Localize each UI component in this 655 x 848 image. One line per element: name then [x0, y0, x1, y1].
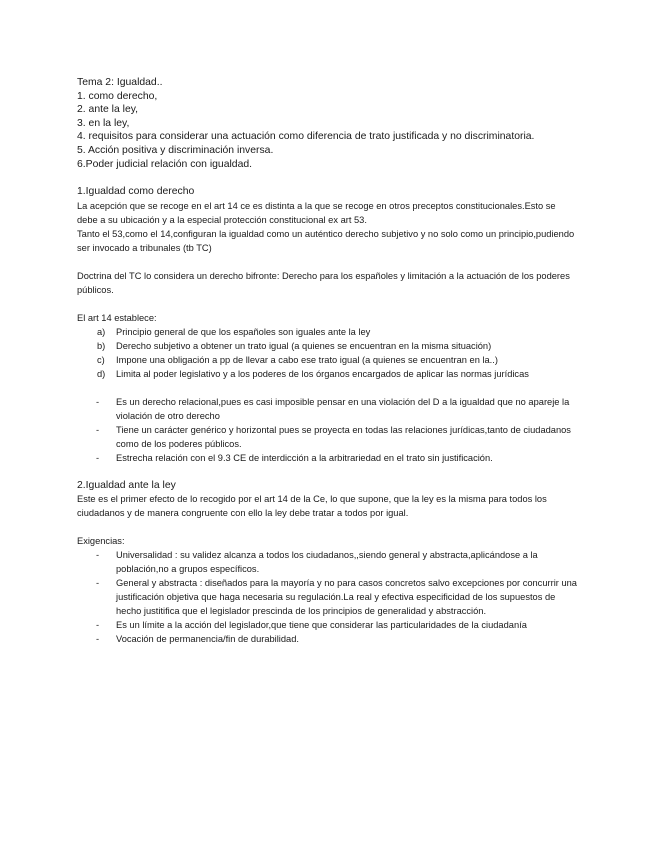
list-item	[77, 451, 577, 465]
list-item	[77, 367, 577, 381]
art14-list	[77, 325, 577, 381]
bullet-marker: -	[96, 452, 100, 463]
section-1-heading: 1.Igualdad como derecho	[77, 186, 195, 198]
list-item-text: Estrecha relación con el 9.3 CE de interdicción a la arbitrariedad en el trato sin justificación.	[116, 452, 493, 463]
doctrine-paragraph: Doctrina del TC lo considera un derecho bifronte: Derecho para los españoles y limitación a la actuación de los poderes públicos.	[77, 270, 570, 295]
list-item	[77, 395, 577, 423]
list-item	[77, 339, 577, 353]
list-item	[77, 353, 577, 367]
art14-intro: El art 14 establece:	[77, 312, 157, 323]
list-item-text: Limita al poder legislativo y a los poderes de los órganos encargados de aplicar las normas jurídicas	[116, 368, 529, 379]
outline-item: 1. como derecho,	[77, 90, 158, 102]
list-item	[77, 618, 577, 632]
section-2-heading: 2.Igualdad ante la ley	[77, 479, 176, 491]
list-item	[77, 325, 577, 339]
list-item-text: General y abstracta : diseñados para la mayoría y no para casos concretos salvo excepciones por concurrir una justificación objetiva que haga necesaria su regulación.La real y efectiva especificidad de los supuestos de hecho justitifica que el legislador prescinda de los principios de generalidad y abstracción.	[116, 578, 577, 617]
bullet-marker: -	[96, 578, 100, 589]
list-marker: d)	[97, 368, 106, 379]
outline-item: 6.Poder judicial relación con igualdad.	[77, 158, 253, 170]
bullet-marker: -	[96, 396, 100, 407]
list-marker: a)	[97, 326, 106, 337]
section-2-paragraph: Este es el primer efecto de lo recogido por el art 14 de la Ce, lo que supone, que la ley es la misma para todos los ciudadanos y de manera congruente con ello la ley debe tratar a todos por igual.	[77, 494, 547, 519]
list-item-text: Es un derecho relacional,pues es casi imposible pensar en una violación del D a la igualdad que no apareje la violación de otro derecho	[116, 396, 570, 421]
exigencias-list	[77, 548, 577, 646]
list-item-text: Tiene un carácter genérico y horizontal pues se proyecta en todas las relaciones jurídicas,tanto de ciudadanos como de los poderes públicos.	[116, 424, 571, 449]
bullet-marker: -	[96, 424, 100, 435]
section-1-bullets	[77, 395, 577, 465]
list-item	[77, 423, 577, 451]
bullet-marker: -	[96, 550, 100, 561]
list-item-text: Universalidad : su validez alcanza a todos los ciudadanos,,siendo general y abstracta,aplicándose a la población,no a grupos específicos.	[116, 550, 538, 575]
list-item-text: Es un límite a la acción del legislador,que tiene que considerar las particularidades de la ciudadanía	[116, 620, 527, 631]
list-marker: b)	[97, 340, 106, 351]
bullet-marker: -	[96, 620, 100, 631]
list-item	[77, 548, 577, 576]
list-item	[77, 632, 577, 646]
exigencias-intro: Exigencias:	[77, 536, 125, 547]
list-item	[77, 576, 577, 618]
list-marker: c)	[97, 354, 105, 365]
list-item-text: Derecho subjetivo a obtener un trato igual (a quienes se encuentran en la misma situación)	[116, 340, 492, 351]
document-page	[77, 76, 577, 646]
outline-item: 2. ante la ley,	[77, 104, 139, 116]
section-1-paragraph: La acepción que se recoge en el art 14 ce es distinta a la que se recoge en otros preceptos constitucionales.Esto se debe a su ubicación y a la especial protección constitucional ex art 53.	[77, 200, 556, 225]
section-1-paragraph: Tanto el 53,como el 14,configuran la igualdad como un auténtico derecho subjetivo y no solo como un principio,pudiendo ser invocado a tribunales (tb TC)	[77, 228, 575, 253]
outline-item: 4. requisitos para considerar una actuación como diferencia de trato justificada y no discriminatoria.	[77, 131, 535, 143]
list-item-text: Impone una obligación a pp de llevar a cabo ese trato igual (a quienes se encuentran en la..)	[116, 354, 498, 365]
list-item-text: Vocación de permanencia/fin de durabilidad.	[116, 634, 299, 645]
topic-title: Tema 2: Igualdad..	[77, 77, 163, 88]
list-item-text: Principio general de que los españoles son iguales ante la ley	[116, 326, 371, 337]
outline-item: 5. Acción positiva y discriminación inversa.	[77, 144, 274, 156]
bullet-marker: -	[96, 634, 100, 645]
outline-item: 3. en la ley,	[77, 117, 130, 129]
topic-outline	[77, 76, 577, 171]
